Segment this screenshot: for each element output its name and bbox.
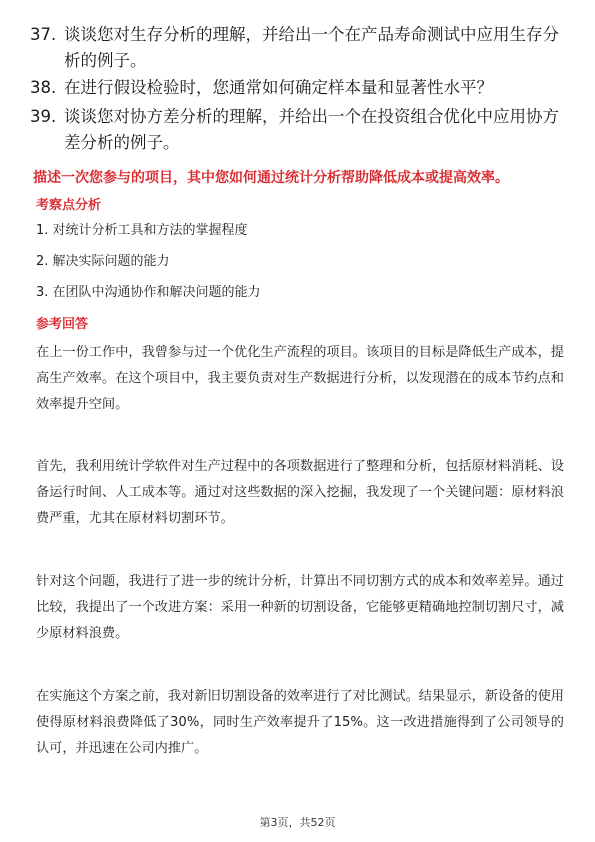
- answer-paragraph: 在实施这个方案之前，我对新旧切割设备的效率进行了对比测试。结果显示，新设备的使用使得原材料浪费降低了30%，同时生产效率提升了15%。这一改进措施得到了公司领导的认可，并迅速在公司内推广。: [36, 689, 564, 756]
- answer-paragraph: 在上一份工作中，我曾参与过一个优化生产流程的项目。该项目的目标是降低生产成本，提高生产效率。在这个项目中，我主要负责对生产数据进行分析，以发现潜在的成本节约点和效率提升空间。: [36, 345, 564, 412]
- question-number: 37.: [30, 25, 57, 44]
- question-number: 38.: [30, 78, 57, 97]
- question-item: [30, 75, 565, 101]
- question-text: 谈谈您对生存分析的理解，并给出一个在产品寿命测试中应用生存分析的例子。: [64, 25, 559, 70]
- question-number: 39.: [30, 107, 57, 126]
- main-question-heading: 描述一次您参与的项目，其中您如何通过统计分析帮助降低成本或提高效率。: [33, 170, 509, 186]
- question-text: 谈谈您对协方差分析的理解，并给出一个在投资组合优化中应用协方差分析的例子。: [64, 107, 559, 152]
- exam-point-item: 1. 对统计分析工具和方法的掌握程度: [36, 223, 248, 238]
- question-item: [30, 22, 565, 74]
- question-text: 在进行假设检验时，您通常如何确定样本量和显著性水平？: [64, 78, 493, 97]
- question-item: [30, 104, 565, 156]
- exam-point-item: 2. 解决实际问题的能力: [36, 254, 170, 269]
- reference-answer-heading: 参考回答: [36, 317, 89, 332]
- answer-paragraph: 针对这个问题，我进行了进一步的统计分析，计算出不同切割方式的成本和效率差异。通过比较，我提出了一个改进方案：采用一种新的切割设备，它能够更精确地控制切割尺寸，减少原材料浪费。: [36, 574, 564, 641]
- answer-paragraph: 首先，我利用统计学软件对生产过程中的各项数据进行了整理和分析，包括原材料消耗、设备运行时间、人工成本等。通过对这些数据的深入挖掘，我发现了一个关键问题：原材料浪费严重，尤其在原材料切割环节。: [36, 459, 564, 526]
- page-footer: 第3页，共52页: [259, 816, 336, 829]
- exam-point-item: 3. 在团队中沟通协作和解决问题的能力: [36, 285, 261, 300]
- exam-points-heading: 考察点分析: [36, 198, 102, 213]
